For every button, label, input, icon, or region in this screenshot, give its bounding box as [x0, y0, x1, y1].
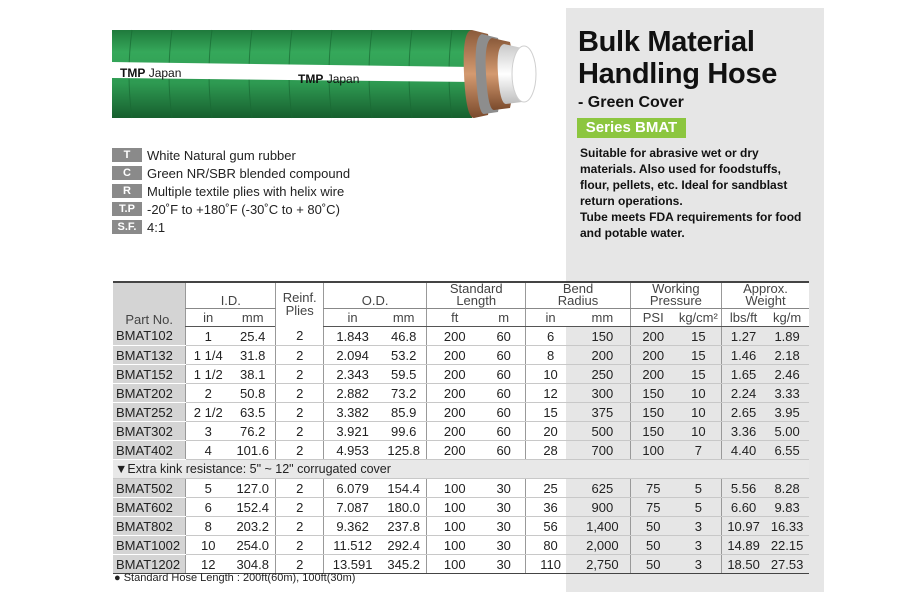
spec-code: C	[112, 166, 142, 180]
table-cell: 154.4	[381, 479, 427, 498]
table-cell: 10	[676, 384, 722, 403]
table-cell: 2.65	[721, 403, 765, 422]
table-cell: 2,000	[575, 536, 630, 555]
series-badge: Series BMAT	[577, 118, 686, 138]
spec-value: -20˚F to +180˚F (-30˚C to + 80˚C)	[147, 201, 340, 217]
table-cell: 200	[427, 365, 482, 384]
unit-header: lbs/ft	[721, 309, 765, 327]
spec-value: 4:1	[147, 219, 166, 235]
header-reinf: Reinf. Plies	[276, 282, 324, 327]
brand-mark: TMP	[298, 72, 324, 86]
table-cell: 150	[630, 384, 675, 403]
table-cell: 30	[482, 479, 526, 498]
table-cell: 200	[427, 441, 482, 460]
unit-header: mm	[575, 309, 630, 327]
table-cell: 1.89	[765, 327, 809, 346]
table-cell: 2	[276, 422, 324, 441]
table-cell: 7.087	[324, 498, 382, 517]
brand-suffix: Japan	[326, 72, 360, 86]
spec-code: S.F.	[112, 220, 142, 234]
table-cell: 10	[676, 422, 722, 441]
table-cell: 6.60	[721, 498, 765, 517]
part-number-cell: BMAT252	[113, 403, 186, 422]
spec-code: T	[112, 148, 142, 162]
unit-header: in	[324, 309, 382, 327]
table-cell: 625	[575, 479, 630, 498]
table-cell: 3.33	[765, 384, 809, 403]
table-row	[113, 422, 809, 441]
table-row	[113, 517, 809, 536]
unit-header: mm	[381, 309, 427, 327]
table-cell: 180.0	[381, 498, 427, 517]
spec-item	[112, 200, 350, 218]
part-number-cell: BMAT602	[113, 498, 186, 517]
table-cell: 150	[630, 422, 675, 441]
spec-table	[113, 281, 809, 574]
table-cell: 9.362	[324, 517, 382, 536]
table-cell: 203.2	[230, 517, 276, 536]
table-cell: 1.65	[721, 365, 765, 384]
table-cell: 152.4	[230, 498, 276, 517]
table-cell: 2	[276, 327, 324, 346]
header-id: I.D.	[186, 282, 276, 309]
table-cell: 9.83	[765, 498, 809, 517]
table-cell: 10	[186, 536, 230, 555]
table-cell: 60	[482, 365, 526, 384]
table-cell: 16.33	[765, 517, 809, 536]
part-number-cell: BMAT1202	[113, 555, 186, 574]
unit-header: kg/cm²	[676, 309, 722, 327]
table-cell: 22.15	[765, 536, 809, 555]
table-cell: 125.8	[381, 441, 427, 460]
header-weight: Approx. Weight	[721, 282, 809, 309]
table-cell: 1.27	[721, 327, 765, 346]
table-cell: 2,750	[575, 555, 630, 574]
table-row	[113, 403, 809, 422]
table-cell: 300	[575, 384, 630, 403]
table-cell: 3	[676, 517, 722, 536]
table-cell: 200	[427, 327, 482, 346]
table-cell: 5	[186, 479, 230, 498]
table-cell: 200	[427, 384, 482, 403]
table-cell: 2.094	[324, 346, 382, 365]
table-header	[113, 282, 809, 327]
table-cell: 3	[186, 422, 230, 441]
part-number-cell: BMAT502	[113, 479, 186, 498]
table-note-row	[113, 460, 809, 479]
table-cell: 2	[276, 384, 324, 403]
table-cell: 11.512	[324, 536, 382, 555]
table-cell: 3	[676, 536, 722, 555]
table-cell: 6	[526, 327, 575, 346]
table-cell: 250	[575, 365, 630, 384]
table-cell: 50	[630, 536, 675, 555]
table-cell: 3.95	[765, 403, 809, 422]
table-cell: 1	[186, 327, 230, 346]
table-cell: 28	[526, 441, 575, 460]
table-cell: 50	[630, 517, 675, 536]
table-cell: 4.953	[324, 441, 382, 460]
table-cell: 10.97	[721, 517, 765, 536]
page-title	[578, 26, 777, 90]
table-cell: 75	[630, 479, 675, 498]
table-cell: 2	[276, 403, 324, 422]
table-cell: 1.46	[721, 346, 765, 365]
table-cell: 2	[276, 555, 324, 574]
title-line-1: Bulk Material	[578, 26, 755, 58]
table-cell: 100	[630, 441, 675, 460]
table-cell: 292.4	[381, 536, 427, 555]
part-number-cell: BMAT402	[113, 441, 186, 460]
part-number-cell: BMAT202	[113, 384, 186, 403]
table-cell: 2	[276, 498, 324, 517]
spec-item	[112, 146, 350, 164]
table-cell: 31.8	[230, 346, 276, 365]
table-row	[113, 441, 809, 460]
table-cell: 60	[482, 346, 526, 365]
table-cell: 63.5	[230, 403, 276, 422]
table-cell: 73.2	[381, 384, 427, 403]
table-cell: 10	[526, 365, 575, 384]
header-bend-radius: Bend Radius	[526, 282, 631, 309]
table-cell: 2	[276, 479, 324, 498]
table-body	[113, 327, 809, 574]
table-cell: 237.8	[381, 517, 427, 536]
table-cell: 38.1	[230, 365, 276, 384]
table-cell: 200	[575, 346, 630, 365]
part-number-cell: BMAT302	[113, 422, 186, 441]
table-cell: 345.2	[381, 555, 427, 574]
table-row	[113, 327, 809, 346]
table-cell: 30	[482, 555, 526, 574]
table-row	[113, 479, 809, 498]
header-std-length: Standard Length	[427, 282, 526, 309]
table-cell: 30	[482, 536, 526, 555]
table-cell: 6	[186, 498, 230, 517]
table-cell: 100	[427, 536, 482, 555]
table-row	[113, 365, 809, 384]
table-cell: 1.843	[324, 327, 382, 346]
table-cell: 100	[427, 555, 482, 574]
table-cell: 2.46	[765, 365, 809, 384]
spec-item	[112, 218, 350, 236]
spec-value: Multiple textile plies with helix wire	[147, 183, 345, 199]
table-cell: 8	[526, 346, 575, 365]
table-cell: 150	[630, 403, 675, 422]
table-cell: 200	[630, 346, 675, 365]
table-cell: 15	[676, 346, 722, 365]
table-cell: 5.56	[721, 479, 765, 498]
table-cell: 6.079	[324, 479, 382, 498]
spec-code: R	[112, 184, 142, 198]
table-cell: 1,400	[575, 517, 630, 536]
table-note: ▼Extra kink resistance: 5" ~ 12" corrugated cover	[113, 460, 809, 479]
table-cell: 14.89	[721, 536, 765, 555]
table-cell: 60	[482, 422, 526, 441]
table-cell: 110	[526, 555, 575, 574]
table-cell: 6.55	[765, 441, 809, 460]
table-cell: 25	[526, 479, 575, 498]
header-working-pressure: Working Pressure	[630, 282, 721, 309]
table-cell: 200	[630, 327, 675, 346]
part-number-cell: BMAT102	[113, 327, 186, 346]
table-cell: 60	[482, 384, 526, 403]
table-cell: 12	[526, 384, 575, 403]
table-cell: 254.0	[230, 536, 276, 555]
table-cell: 100	[427, 479, 482, 498]
product-description	[580, 145, 812, 241]
table-row	[113, 498, 809, 517]
table-cell: 2.18	[765, 346, 809, 365]
unit-header: m	[482, 309, 526, 327]
table-cell: 8.28	[765, 479, 809, 498]
table-cell: 3.36	[721, 422, 765, 441]
table-cell: 3	[676, 555, 722, 574]
unit-header: ft	[427, 309, 482, 327]
spec-value: Green NR/SBR blended compound	[147, 165, 351, 181]
table-cell: 85.9	[381, 403, 427, 422]
header-od: O.D.	[324, 282, 427, 309]
table-cell: 56	[526, 517, 575, 536]
table-cell: 200	[427, 346, 482, 365]
table-cell: 50.8	[230, 384, 276, 403]
table-cell: 27.53	[765, 555, 809, 574]
table-cell: 375	[575, 403, 630, 422]
table-cell: 46.8	[381, 327, 427, 346]
table-cell: 500	[575, 422, 630, 441]
part-number-cell: BMAT802	[113, 517, 186, 536]
table-cell: 200	[427, 422, 482, 441]
table-cell: 80	[526, 536, 575, 555]
table-cell: 2 1/2	[186, 403, 230, 422]
brand-suffix: Japan	[148, 66, 182, 80]
table-cell: 5	[676, 479, 722, 498]
table-cell: 60	[482, 403, 526, 422]
title-line-2: Handling Hose	[578, 58, 778, 90]
table-cell: 1 1/2	[186, 365, 230, 384]
table-cell: 3.921	[324, 422, 382, 441]
table-cell: 200	[630, 365, 675, 384]
table-cell: 2	[276, 365, 324, 384]
table-cell: 5.00	[765, 422, 809, 441]
unit-header: in	[186, 309, 230, 327]
table-cell: 2.24	[721, 384, 765, 403]
table-cell: 59.5	[381, 365, 427, 384]
table-cell: 30	[482, 517, 526, 536]
table-cell: 200	[427, 403, 482, 422]
brand-mark: TMP	[120, 66, 146, 80]
table-cell: 4	[186, 441, 230, 460]
table-row	[113, 384, 809, 403]
table-cell: 36	[526, 498, 575, 517]
spec-item	[112, 182, 350, 200]
table-cell: 60	[482, 327, 526, 346]
table-cell: 127.0	[230, 479, 276, 498]
table-cell: 4.40	[721, 441, 765, 460]
unit-header: kg/m	[765, 309, 809, 327]
table-cell: 99.6	[381, 422, 427, 441]
table-cell: 53.2	[381, 346, 427, 365]
brand-label-2	[298, 72, 359, 86]
part-number-cell: BMAT1002	[113, 536, 186, 555]
table-row	[113, 346, 809, 365]
spec-list	[112, 146, 350, 236]
table-cell: 2	[276, 517, 324, 536]
table-cell: 13.591	[324, 555, 382, 574]
table-cell: 25.4	[230, 327, 276, 346]
description-line: Suitable for abrasive wet or dry materials. Also used for foodstuffs, flour, pellets, etc. Ideal for sandblast return operations.	[580, 146, 788, 208]
table-cell: 100	[427, 498, 482, 517]
table-cell: 2	[276, 536, 324, 555]
unit-header: mm	[230, 309, 276, 327]
spec-item	[112, 164, 350, 182]
unit-header: PSI	[630, 309, 675, 327]
table-cell: 304.8	[230, 555, 276, 574]
table-row	[113, 555, 809, 574]
table-cell: 7	[676, 441, 722, 460]
table-cell: 5	[676, 498, 722, 517]
table-cell: 50	[630, 555, 675, 574]
table-cell: 20	[526, 422, 575, 441]
description-line: Tube meets FDA requirements for food and potable water.	[580, 210, 802, 240]
table-cell: 100	[427, 517, 482, 536]
table-cell: 8	[186, 517, 230, 536]
table-cell: 2	[186, 384, 230, 403]
table-cell: 75	[630, 498, 675, 517]
table-cell: 101.6	[230, 441, 276, 460]
table-cell: 15	[676, 327, 722, 346]
unit-header: in	[526, 309, 575, 327]
part-number-cell: BMAT132	[113, 346, 186, 365]
table-cell: 2.343	[324, 365, 382, 384]
page-subtitle: - Green Cover	[578, 94, 684, 111]
table-cell: 76.2	[230, 422, 276, 441]
table-cell: 15	[526, 403, 575, 422]
footnote: ● Standard Hose Length : 200ft(60m), 100ft(30m)	[114, 572, 356, 584]
table-cell: 1 1/4	[186, 346, 230, 365]
table-cell: 2.882	[324, 384, 382, 403]
table-cell: 60	[482, 441, 526, 460]
table-cell: 10	[676, 403, 722, 422]
table-cell: 150	[575, 327, 630, 346]
table-cell: 18.50	[721, 555, 765, 574]
brand-label-1	[120, 66, 181, 80]
spec-code: T.P	[112, 202, 142, 216]
table-cell: 12	[186, 555, 230, 574]
table-cell: 700	[575, 441, 630, 460]
table-row	[113, 536, 809, 555]
part-number-cell: BMAT152	[113, 365, 186, 384]
table-cell: 900	[575, 498, 630, 517]
table-cell: 2	[276, 441, 324, 460]
table-cell: 3.382	[324, 403, 382, 422]
header-part-no: Part No.	[113, 282, 186, 327]
spec-value: White Natural gum rubber	[147, 147, 296, 163]
table-cell: 30	[482, 498, 526, 517]
table-cell: 15	[676, 365, 722, 384]
table-cell: 2	[276, 346, 324, 365]
